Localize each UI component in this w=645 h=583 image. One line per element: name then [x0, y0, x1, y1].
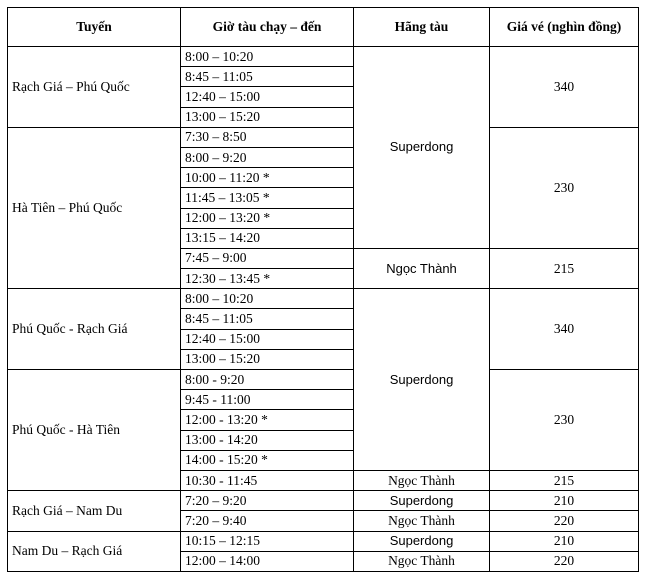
carrier-cell: Ngọc Thành [354, 551, 490, 571]
header-price: Giá vé (nghìn đồng) [490, 8, 639, 47]
time-cell: 12:00 – 14:00 [181, 551, 354, 571]
carrier-cell: Ngọc Thành [354, 470, 490, 490]
time-cell: 12:30 – 13:45 * [181, 269, 354, 289]
table-row [8, 47, 639, 67]
time-cell: 8:00 - 9:20 [181, 370, 354, 390]
header-time: Giờ tàu chạy – đến [181, 8, 354, 47]
price-cell: 340 [490, 289, 639, 370]
price-cell: 210 [490, 491, 639, 511]
time-cell: 10:30 - 11:45 [181, 470, 354, 490]
time-cell: 12:40 – 15:00 [181, 329, 354, 349]
time-cell: 13:15 – 14:20 [181, 228, 354, 248]
header-carrier: Hãng tàu [354, 8, 490, 47]
time-cell: 8:00 – 9:20 [181, 147, 354, 167]
price-cell: 340 [490, 47, 639, 128]
time-cell: 8:45 – 11:05 [181, 67, 354, 87]
table-row [8, 370, 639, 390]
route-cell: Rạch Giá – Phú Quốc [8, 47, 181, 128]
time-cell: 12:00 - 13:20 * [181, 410, 354, 430]
price-cell: 230 [490, 370, 639, 471]
time-cell: 11:45 – 13:05 * [181, 188, 354, 208]
time-cell: 10:00 – 11:20 * [181, 168, 354, 188]
carrier-cell: Superdong [354, 289, 490, 471]
time-cell: 10:15 – 12:15 [181, 531, 354, 551]
ferry-schedule [7, 7, 639, 572]
route-cell: Rạch Giá – Nam Du [8, 491, 181, 531]
route-cell: Hà Tiên – Phú Quốc [8, 127, 181, 289]
price-cell: 220 [490, 511, 639, 531]
time-cell: 7:20 – 9:40 [181, 511, 354, 531]
price-cell: 220 [490, 551, 639, 571]
price-cell: 210 [490, 531, 639, 551]
price-cell: 215 [490, 248, 639, 288]
table-row [8, 127, 639, 147]
table-row [8, 531, 639, 551]
time-cell: 8:00 – 10:20 [181, 289, 354, 309]
carrier-cell: Superdong [354, 47, 490, 249]
time-cell: 14:00 - 15:20 * [181, 450, 354, 470]
time-cell: 8:00 – 10:20 [181, 47, 354, 67]
time-cell: 9:45 - 11:00 [181, 390, 354, 410]
time-cell: 13:00 – 15:20 [181, 107, 354, 127]
route-cell: Nam Du – Rạch Giá [8, 531, 181, 571]
header-route: Tuyến [8, 8, 181, 47]
time-cell: 8:45 – 11:05 [181, 309, 354, 329]
time-cell: 7:30 – 8:50 [181, 127, 354, 147]
time-cell: 13:00 – 15:20 [181, 349, 354, 369]
ferry-schedule-table [7, 7, 639, 572]
price-cell: 230 [490, 127, 639, 248]
route-cell: Phú Quốc - Hà Tiên [8, 370, 181, 491]
carrier-cell: Ngọc Thành [354, 511, 490, 531]
time-cell: 12:40 – 15:00 [181, 87, 354, 107]
table-row [8, 289, 639, 309]
route-cell: Phú Quốc - Rạch Giá [8, 289, 181, 370]
time-cell: 13:00 - 14:20 [181, 430, 354, 450]
time-cell: 7:45 – 9:00 [181, 248, 354, 268]
header-row [8, 8, 639, 47]
table-row [8, 491, 639, 511]
carrier-cell: Superdong [354, 531, 490, 551]
time-cell: 12:00 – 13:20 * [181, 208, 354, 228]
carrier-cell: Ngọc Thành [354, 248, 490, 288]
price-cell: 215 [490, 470, 639, 490]
time-cell: 7:20 – 9:20 [181, 491, 354, 511]
carrier-cell: Superdong [354, 491, 490, 511]
